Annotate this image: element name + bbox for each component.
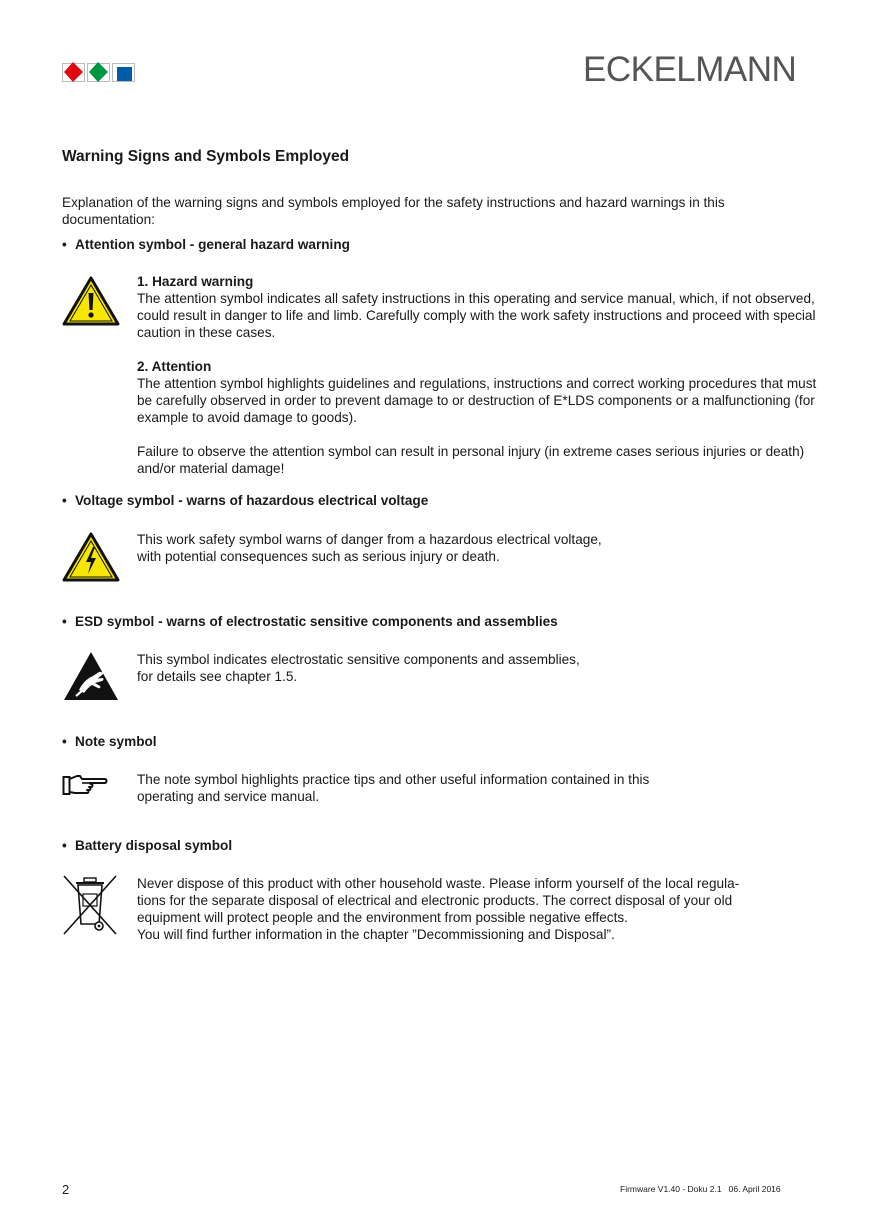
section-heading-note: • Note symbol bbox=[62, 734, 157, 749]
note-text-block bbox=[137, 771, 817, 805]
heading-text: ESD symbol - warns of electrostatic sensitive components and assemblies bbox=[75, 614, 558, 629]
attention-subtitle: 2. Attention bbox=[137, 359, 212, 374]
footer-version: Firmware V1.40 - Doku 2.1 06. April 2016 bbox=[620, 1184, 781, 1194]
page-title: Warning Signs and Symbols Employed bbox=[62, 148, 350, 165]
hazard-warning-title: 1. Hazard warning bbox=[137, 274, 254, 289]
heading-text: Voltage symbol - warns of hazardous electrical voltage bbox=[75, 493, 429, 508]
heading-text: Note symbol bbox=[75, 734, 157, 749]
crossed-bin-icon bbox=[62, 874, 118, 943]
battery-line-1: Never dispose of this product with other household waste. Please inform yourself of the local regula- bbox=[137, 876, 740, 891]
brand-name: ECKELMANN bbox=[583, 50, 797, 89]
battery-text-block bbox=[137, 875, 817, 943]
section-heading-voltage: • Voltage symbol - warns of hazardous electrical voltage bbox=[62, 493, 429, 508]
voltage-line-1: This work safety symbol warns of danger from a hazardous electrical voltage, bbox=[137, 532, 602, 547]
intro-paragraph: Explanation of the warning signs and symbols employed for the safety instructions and hazard warnings in this documentation: bbox=[62, 195, 725, 227]
section-heading-battery: • Battery disposal symbol bbox=[62, 838, 233, 853]
battery-line-3: equipment will protect people and the environment from possible negative effects. bbox=[137, 910, 628, 925]
voltage-line-2: with potential consequences such as serious injury or death. bbox=[137, 549, 500, 564]
esd-icon bbox=[62, 650, 120, 707]
heading-text: Battery disposal symbol bbox=[75, 838, 233, 853]
attention-text-block bbox=[137, 273, 817, 477]
warning-triangle-icon bbox=[62, 276, 120, 331]
battery-line-2: tions for the separate disposal of electrical and electronic products. The correct disposal of your old bbox=[137, 893, 733, 908]
voltage-text-block bbox=[137, 531, 817, 565]
high-voltage-icon bbox=[62, 532, 120, 587]
section-heading-attention: • Attention symbol - general hazard warning bbox=[62, 237, 350, 252]
attention-text: The attention symbol highlights guidelines and regulations, instructions and correct working procedures that must be carefully observed in order to prevent damage to or destruction of E*LDS components or a malfunctioning (for example to avoid damage to goods). bbox=[137, 376, 817, 425]
note-line-1: The note symbol highlights practice tips and other useful information contained in this bbox=[137, 772, 650, 787]
esd-line-2: for details see chapter 1.5. bbox=[137, 669, 298, 684]
esd-line-1: This symbol indicates electrostatic sensitive components and assemblies, bbox=[137, 652, 580, 667]
battery-line-4: You will find further information in the chapter ”Decommissioning and Disposal”. bbox=[137, 927, 615, 942]
failure-text: Failure to observe the attention symbol can result in personal injury (in extreme cases serious injuries or death) and/or material damage! bbox=[137, 444, 805, 476]
page-number: 2 bbox=[62, 1182, 70, 1197]
note-line-2: operating and service manual. bbox=[137, 789, 320, 804]
esd-text-block bbox=[137, 651, 817, 685]
pointing-hand-icon bbox=[62, 772, 108, 803]
heading-text: Attention symbol - general hazard warning bbox=[75, 237, 350, 252]
section-heading-esd: • ESD symbol - warns of electrostatic sensitive components and assemblies bbox=[62, 614, 558, 629]
hazard-warning-text: The attention symbol indicates all safety instructions in this operating and service manual, which, if not observed, could result in danger to life and limb. Carefully comply with the work safety instructions and proceed with special caution in these cases. bbox=[137, 291, 816, 340]
eckelmann-logo-squares bbox=[62, 60, 136, 84]
